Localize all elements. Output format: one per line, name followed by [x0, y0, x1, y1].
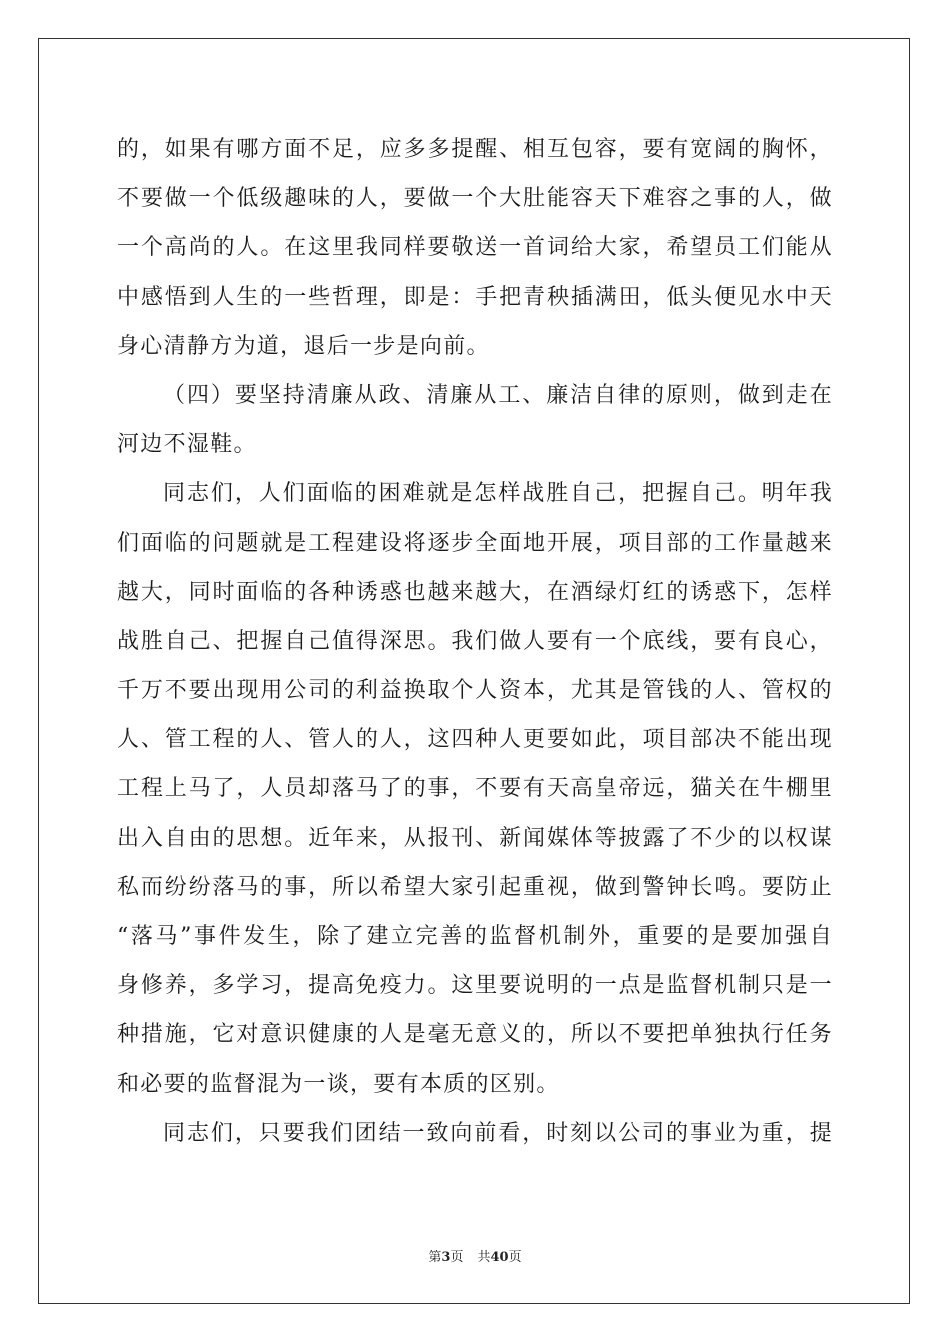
text-line: 出入自由的思想。近年来，从报刊、新闻媒体等披露了不少的以权谋 [117, 825, 833, 851]
text-line: （四）要坚持清廉从政、清廉从工、廉洁自律的原则，做到走在 [163, 382, 833, 408]
total-prefix: 共 [477, 1250, 491, 1265]
text-line: 越大，同时面临的各种诱惑也越来越大，在酒绿灯红的诱惑下，怎样 [117, 579, 833, 605]
text-line: 河边不湿鞋。 [117, 432, 257, 458]
text-line: 的，如果有哪方面不足，应多多提醒、相互包容，要有宽阔的胸怀， [117, 137, 833, 162]
text-line: 身修养，多学习，提高免疫力。这里要说明的一点是监督机制只是一 [117, 973, 833, 999]
document-body [117, 125, 833, 1158]
text-line: 工程上马了，人员却落马了的事，不要有天高皇帝远，猫关在牛棚里 [117, 776, 833, 802]
total-pages: 40 [490, 1250, 509, 1265]
text-line: 同志们，人们面临的困难就是怎样战胜自己，把握自己。明年我 [163, 481, 833, 507]
text-line: 千万不要出现用公司的利益换取个人资本，尤其是管钱的人、管权的 [117, 678, 833, 704]
text-line: 种措施，它对意识健康的人是毫无意义的，所以不要把单独执行任务 [117, 1022, 833, 1048]
page-prefix: 第 [428, 1250, 442, 1265]
text-line: 们面临的问题就是工程建设将逐步全面地开展，项目部的工作量越来 [117, 530, 833, 556]
text-line: 中感悟到人生的一些哲理，即是：手把青秧插满田，低头便见水中天 [117, 284, 833, 310]
page-footer [0, 1246, 950, 1265]
text-line: 人、管工程的人、管人的人，这四种人更要如此，项目部决不能出现 [117, 727, 833, 753]
text-line: 和必要的监督混为一谈，要有本质的区别。 [117, 1071, 560, 1097]
text-line: 身心清静方为道，退后一步是向前。 [117, 333, 490, 359]
text-line: “落马”事件发生，除了建立完善的监督机制外，重要的是要加强自 [117, 924, 833, 949]
total-suffix: 页 [508, 1250, 522, 1265]
text-line: 私而纷纷落马的事，所以希望大家引起重视，做到警钟长鸣。要防止 [117, 874, 833, 900]
text-line: 同志们，只要我们团结一致向前看，时刻以公司的事业为重，提 [163, 1120, 833, 1146]
text-line: 战胜自己、把握自己值得深思。我们做人要有一个底线，要有良心， [117, 628, 833, 654]
text-line: 一个高尚的人。在这里我同样要敬送一首词给大家，希望员工们能从 [117, 235, 833, 261]
text-line: 不要做一个低级趣味的人，要做一个大肚能容天下难容之事的人，做 [117, 186, 833, 212]
page-suffix: 页 [450, 1250, 464, 1265]
page-number: 3 [441, 1250, 451, 1265]
